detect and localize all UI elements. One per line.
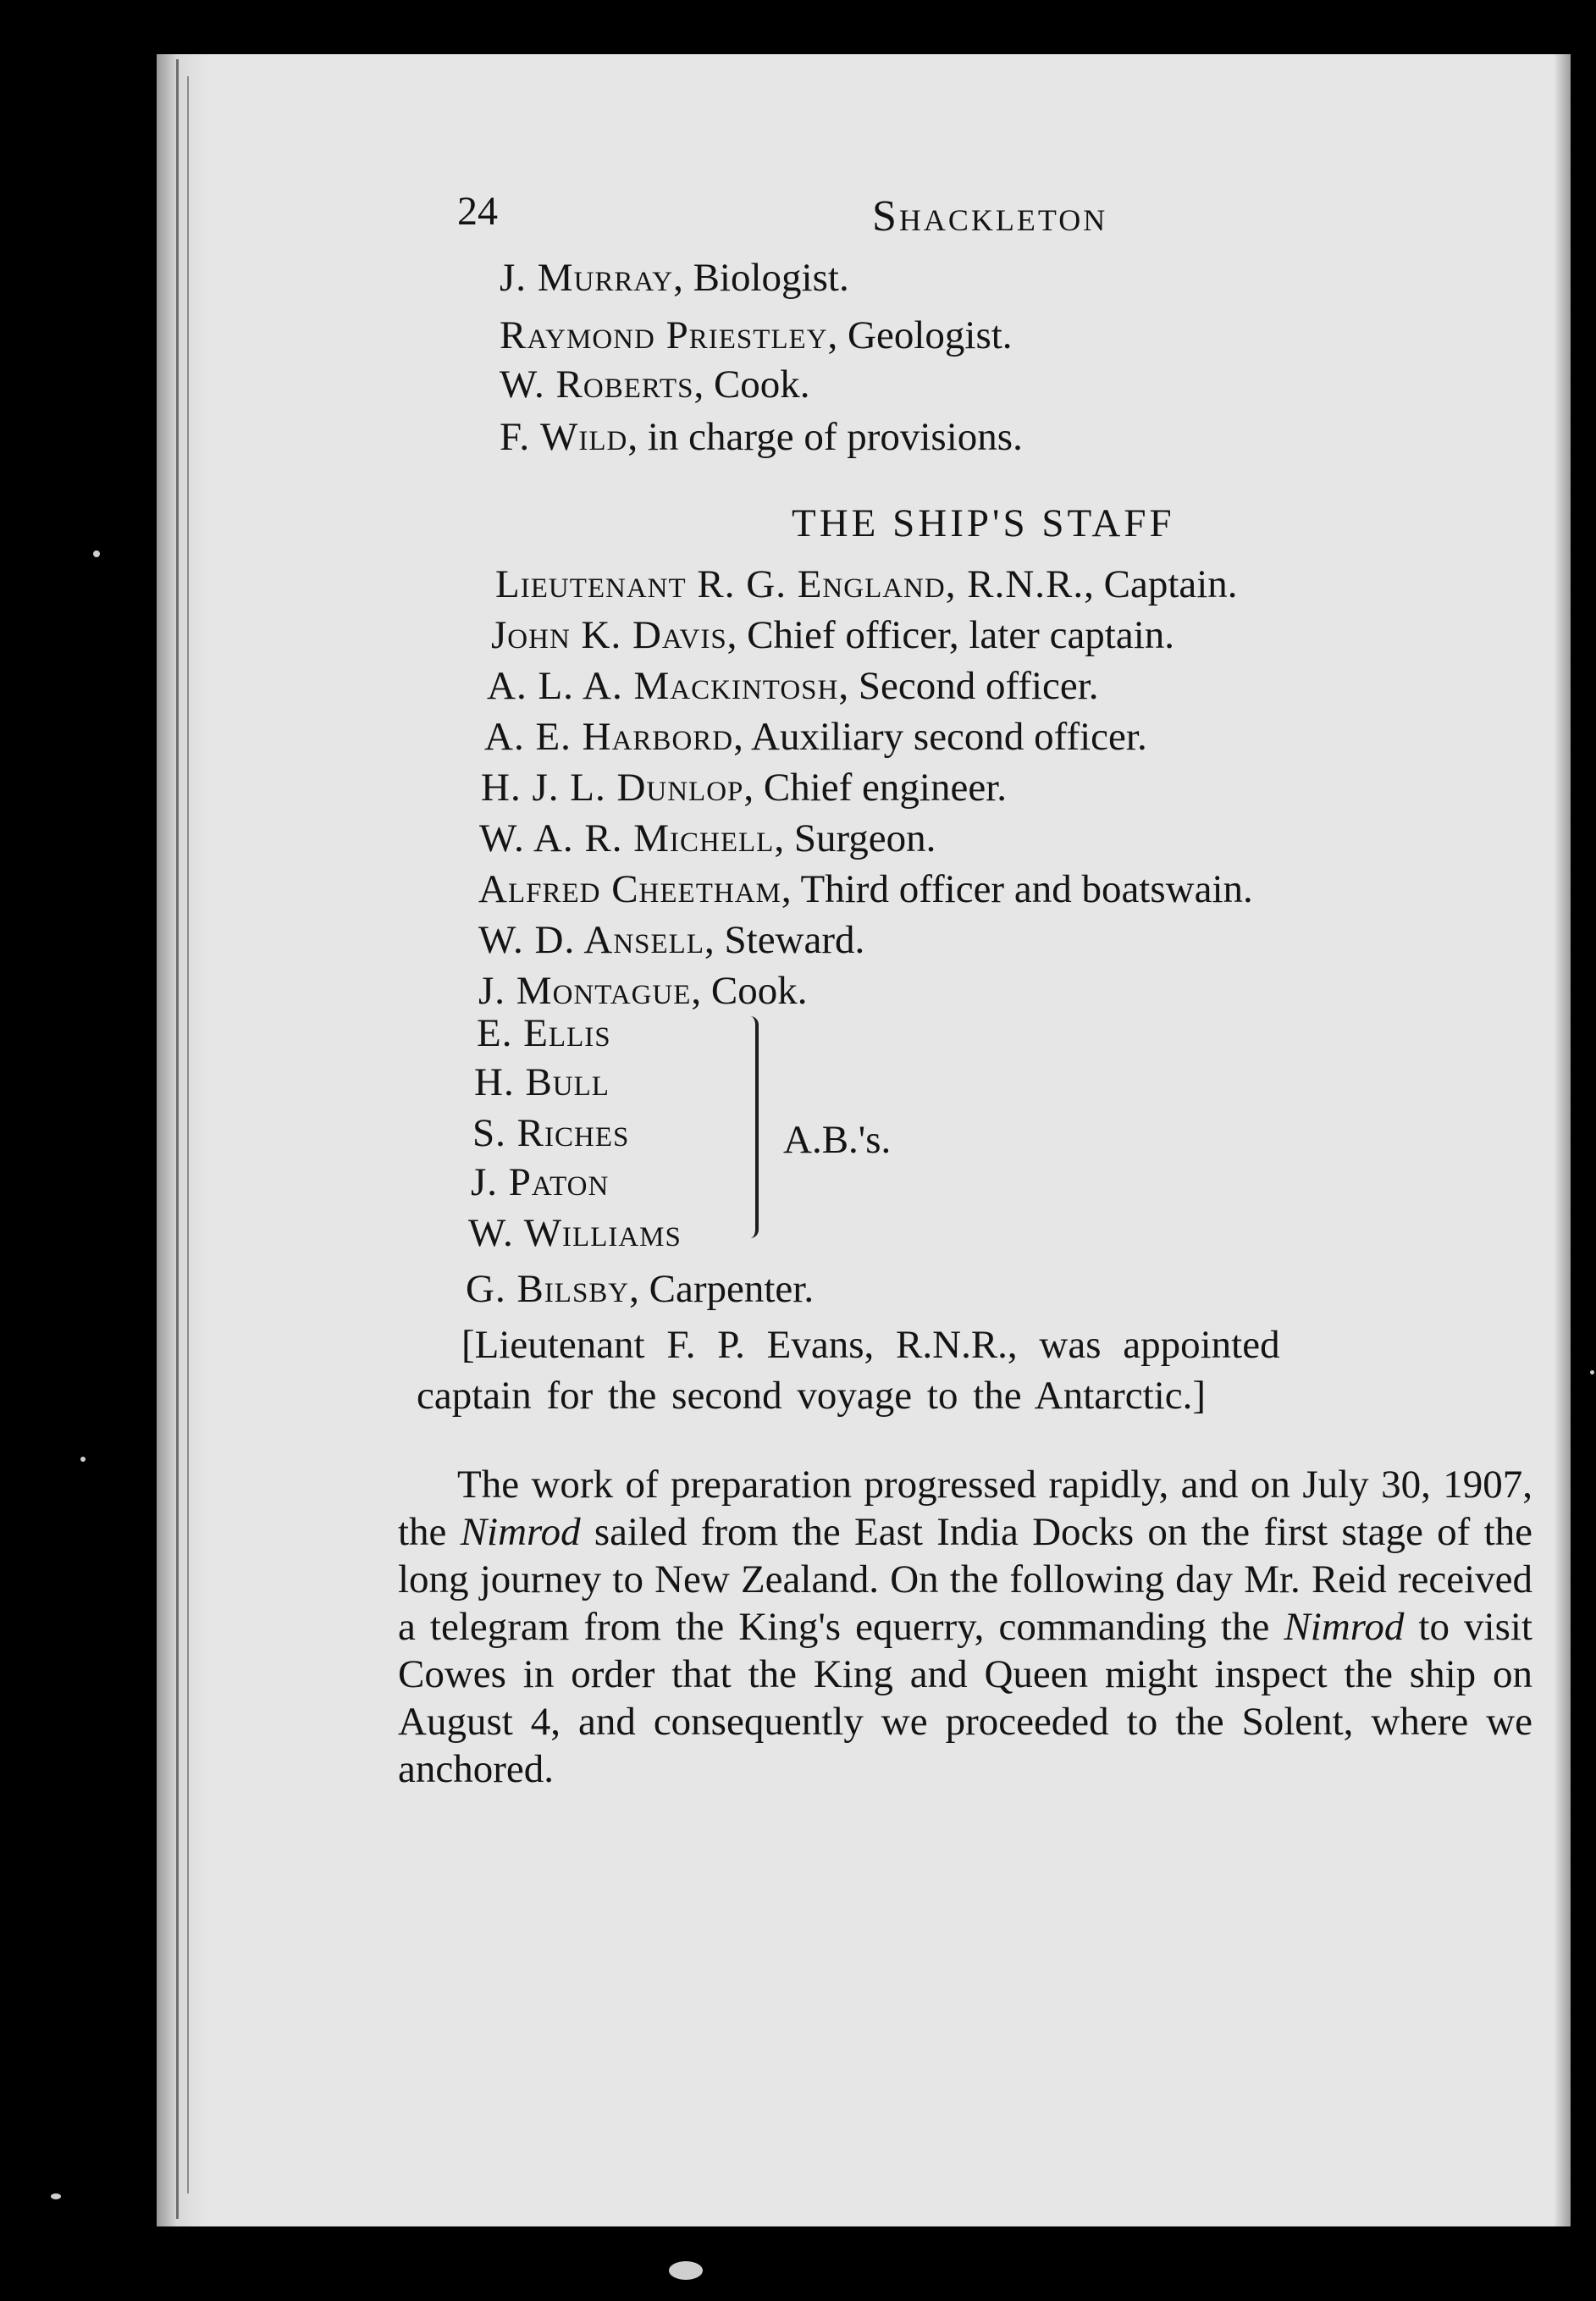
page-edge-shadow	[1554, 54, 1571, 2226]
person-role: , Steward.	[704, 918, 865, 962]
person-name: A. L. A. Mackintosh	[487, 664, 839, 708]
list-item: H. Bull	[474, 1060, 610, 1104]
person-role: , Captain.	[1084, 562, 1238, 606]
body-paragraph	[398, 1461, 1532, 1793]
paragraph-text: to visit Cowes in order that the King and Queen might inspect the ship on August 4, and consequently we proceeded to the Solent, where we anchored.	[398, 1605, 1532, 1791]
person-role: , Auxiliary second officer.	[733, 715, 1147, 759]
person-role: , Cook.	[693, 362, 810, 407]
person-name: H. J. L. Dunlop	[481, 766, 744, 810]
person-role: , Third officer and boatswain.	[781, 867, 1253, 911]
brace-bracket	[743, 1016, 759, 1238]
paragraph-text: The work of preparation progressed rapidly, and on July 30, 1907, the	[398, 1463, 1532, 1554]
running-head: Shackleton	[872, 192, 1108, 241]
person-role: , in charge of provisions.	[627, 415, 1023, 459]
list-item	[491, 611, 1174, 659]
person-name: J. Montague	[478, 969, 692, 1013]
person-role: , Surgeon.	[774, 816, 936, 860]
person-role: , Carpenter.	[629, 1267, 815, 1311]
scan-speck	[669, 2261, 703, 2280]
person-name: A. E. Harbord	[484, 715, 734, 759]
scan-speck	[93, 550, 100, 557]
list-item	[500, 254, 849, 301]
person-role: , Geologist.	[827, 313, 1013, 357]
list-item: J. Paton	[471, 1160, 610, 1204]
list-item	[500, 312, 1013, 359]
list-item: W. Williams	[468, 1211, 682, 1255]
person-name: Lieutenant R. G. England, R.N.R.	[495, 562, 1085, 606]
person-name: John K. Davis	[491, 613, 727, 657]
list-item: S. Riches	[472, 1111, 630, 1155]
scan-speck	[51, 2193, 61, 2199]
ship-name: Nimrod	[460, 1510, 581, 1554]
page-number: 24	[457, 189, 498, 234]
editorial-note: [Lieutenant F. P. Evans, R.N.R., was appointed	[461, 1323, 1280, 1367]
list-item	[487, 662, 1099, 710]
gutter-line	[187, 76, 189, 2193]
list-item: E. Ellis	[477, 1011, 611, 1055]
list-item	[484, 713, 1147, 761]
person-role: , Chief officer, later captain.	[726, 613, 1175, 657]
person-name: Raymond Priestley	[500, 313, 828, 357]
person-name: F. Wild	[500, 415, 628, 459]
person-name: J. Murray	[500, 256, 674, 300]
person-name: W. Roberts	[500, 362, 694, 407]
gutter-line	[176, 59, 179, 2219]
person-name: W. A. R. Michell	[479, 816, 775, 860]
section-heading: THE SHIP'S STAFF	[792, 501, 1175, 545]
list-item	[478, 967, 808, 1015]
list-item	[479, 815, 936, 862]
person-name: W. D. Ansell	[478, 918, 704, 962]
list-item	[478, 866, 1253, 913]
paragraph-text: sailed from the East India Docks on the first stage of the long journey to New Zealand. On the following day Mr. Reid received a telegram from the King's equerry, commanding the	[398, 1510, 1532, 1649]
person-role: , Cook.	[691, 969, 808, 1013]
list-item	[500, 361, 810, 408]
list-item	[478, 916, 864, 964]
list-item	[495, 561, 1238, 608]
person-name: G. Bilsby	[466, 1267, 630, 1311]
scan-speck	[80, 1457, 86, 1462]
person-role: , Biologist.	[673, 256, 849, 300]
list-item	[466, 1265, 814, 1313]
person-name: Alfred Cheetham	[478, 867, 781, 911]
editorial-note: captain for the second voyage to the Antarctic.]	[417, 1374, 1207, 1418]
person-role: , Second officer.	[838, 664, 1099, 708]
group-label: A.B.'s.	[783, 1118, 892, 1162]
list-item	[500, 413, 1023, 461]
page-gutter-shadow	[157, 54, 207, 2226]
person-role: , Chief engineer.	[743, 766, 1008, 810]
ship-name: Nimrod	[1284, 1605, 1405, 1649]
list-item	[481, 764, 1007, 811]
scan-speck	[1590, 1370, 1594, 1375]
